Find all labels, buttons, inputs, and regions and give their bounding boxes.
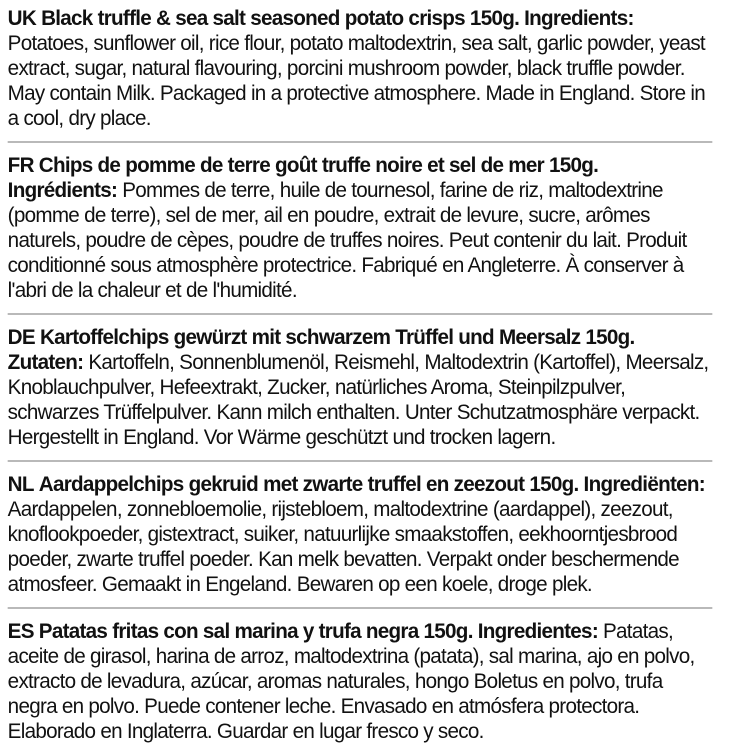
ingredients-text: Kartoffeln, Sonnenblumenöl, Reismehl, Maltodextrin (Kartoffel), Meersalz, Knoblauchpulver, Hefeextrakt, Zucker, natürliches Aroma, Steinpilzpulver, schwarzes Trüffelpulver. Kann milch enthalten. Unter Schutzatmosphäre verpackt. Hergestellt in England. Vor Wärme geschützt und trocken lagern. — [7, 350, 709, 449]
section-nl — [8, 472, 713, 597]
language-code: UK — [7, 6, 37, 30]
language-code: NL — [7, 472, 34, 496]
section-fr — [8, 153, 713, 303]
ingredients-heading: Zutaten: — [7, 350, 84, 374]
product-title: Chips de pomme de terre goût truffe noire et sel de mer 150g. — [38, 153, 599, 177]
ingredients-text: Potatoes, sunflower oil, rice flour, potato maltodextrin, sea salt, garlic powder, yeast extract, sugar, natural flavouring, porcini mushroom powder, black truffle powder. May contain Milk. Packaged in a protective atmosphere. Made in England. Store in a cool, dry place. — [7, 31, 706, 130]
ingredients-heading: Ingrédients: — [7, 178, 118, 202]
product-title: Patatas fritas con sal marina y trufa negra 150g. — [38, 619, 473, 643]
ingredients-heading: Ingredients: — [524, 6, 634, 30]
section-divider — [8, 607, 713, 609]
ingredients-text: Patatas, aceite de girasol, harina de arroz, maltodextrina (patata), sal marina, ajo en polvo, extracto de levadura, azúcar, aromas naturales, hongo Boletus en polvo, trufa negra en polvo. Puede contener leche. Envasado en atmósfera protectora. Elaborado en Inglaterra. Guardar en lugar fresco y seco. — [7, 619, 695, 743]
section-divider — [8, 460, 713, 462]
ingredients-heading: Ingrediënten: — [583, 472, 705, 496]
section-uk — [8, 6, 713, 131]
section-es — [8, 619, 713, 744]
section-divider — [8, 141, 713, 143]
language-code: ES — [7, 619, 34, 643]
product-title: Black truffle & sea salt seasoned potato crisps 150g. — [41, 6, 520, 30]
ingredients-text: Aardappelen, zonnebloemolie, rijstebloem, maltodextrine (aardappel), zeezout, knoflookpoeder, gistextract, suiker, natuurlijke smaakstoffen, eekhoorntjesbrood poeder, zwarte truffel poeder. Kan melk bevatten. Verpakt onder beschermende atmosfeer. Gemaakt in Engeland. Bewaren op een koele, droge plek. — [7, 497, 679, 596]
language-code: FR — [7, 153, 34, 177]
ingredients-heading: Ingredientes: — [477, 619, 598, 643]
language-code: DE — [7, 325, 35, 349]
product-title: Aardappelchips gekruid met zwarte truffel en zeezout 150g. — [38, 472, 579, 496]
section-de — [8, 325, 713, 450]
ingredients-text: Pommes de terre, huile de tournesol, farine de riz, maltodextrine (pomme de terre), sel de mer, ail en poudre, extrait de levure, sucre, arômes naturels, poudre de cèpes, poudre de truffes noires. Peut contenir du lait. Produit conditionné sous atmosphère protectrice. Fabriqué en Angleterre. À conserver à l'abri de la chaleur et de l'humidité. — [7, 178, 687, 302]
section-divider — [8, 313, 713, 315]
product-title: Kartoffelchips gewürzt mit schwarzem Trüffel und Meersalz 150g. — [39, 325, 635, 349]
